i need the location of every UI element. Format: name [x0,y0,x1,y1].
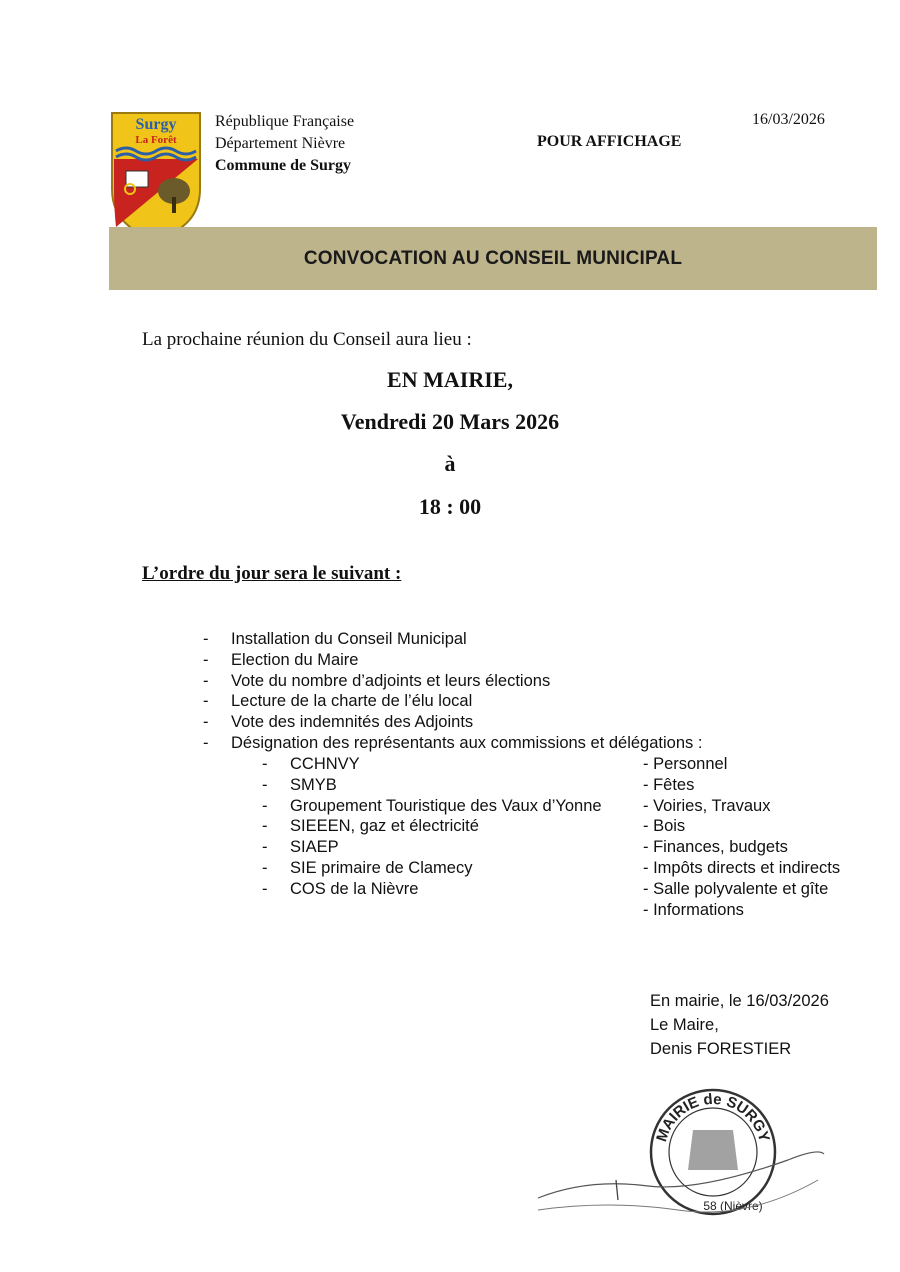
signoff-name: Denis FORESTIER [650,1040,792,1058]
list-item: - Vote des indemnités des Adjoints [203,713,474,732]
commune-label: Commune de Surgy [215,157,352,174]
list-item: - Personnel [643,755,728,773]
agenda-list [203,629,702,754]
agenda-heading: L’ordre du jour sera le suivant : [142,563,402,584]
meeting-at: à [444,451,456,476]
commissions-list [643,754,840,920]
meeting-place: EN MAIRIE, [387,367,513,392]
header-identity [215,111,354,177]
commune-logo [108,109,204,241]
list-item: - Election du Maire [203,650,359,669]
list-item: - Fêtes [643,775,695,794]
department-label: Département Nièvre [215,135,346,152]
list-item: - Vote du nombre d’adjoints et leurs élections [203,671,551,690]
svg-text:Surgy: Surgy [135,116,177,133]
list-item: - SIAEP [262,838,339,857]
document-date: 16/03/2026 [752,111,825,128]
list-item: - SIEEEN, gaz et électricité [262,817,479,836]
signoff-block [650,989,829,1061]
list-item: - SMYB [262,775,337,794]
list-item: - CCHNVY [262,755,360,773]
list-item: - Bois [643,817,686,836]
svg-text:MAIRIE de SURGY: MAIRIE de SURGY [653,1090,773,1144]
meeting-intro: La prochaine réunion du Conseil aura lieu : [142,329,472,350]
list-item: - Salle polyvalente et gîte [643,879,829,898]
svg-text:La Forêt: La Forêt [135,134,177,146]
list-item: - Impôts directs et indirects [643,858,841,877]
meeting-day: Vendredi 20 Mars 2026 [340,409,560,434]
list-item: - Informations [643,900,744,919]
list-item: - Voiries, Travaux [643,796,771,815]
svg-text:58 (Nièvre): 58 (Nièvre) [703,1199,763,1213]
republic-label: République Française [215,113,355,130]
meeting-time: 18 : 00 [418,494,482,519]
list-item: - SIE primaire de Clamecy [262,858,473,877]
notice-label: POUR AFFICHAGE [537,133,682,150]
delegations-list [262,754,602,900]
page-title: CONVOCATION AU CONSEIL MUNICIPAL [303,247,683,269]
list-item: - COS de la Nièvre [262,879,419,898]
mayor-stamp-signature [528,1060,828,1240]
list-item: - Désignation des représentants aux commissions et délégations : [203,733,703,752]
list-item: - Groupement Touristique des Vaux d’Yonne [262,796,602,815]
title-banner [109,227,877,290]
list-item: - Lecture de la charte de l’élu local [203,692,473,711]
list-item: - Finances, budgets [643,838,788,857]
signoff-place-date: En mairie, le 16/03/2026 [650,992,829,1010]
signoff-role: Le Maire, [650,1016,719,1034]
list-item: - Installation du Conseil Municipal [203,630,467,648]
